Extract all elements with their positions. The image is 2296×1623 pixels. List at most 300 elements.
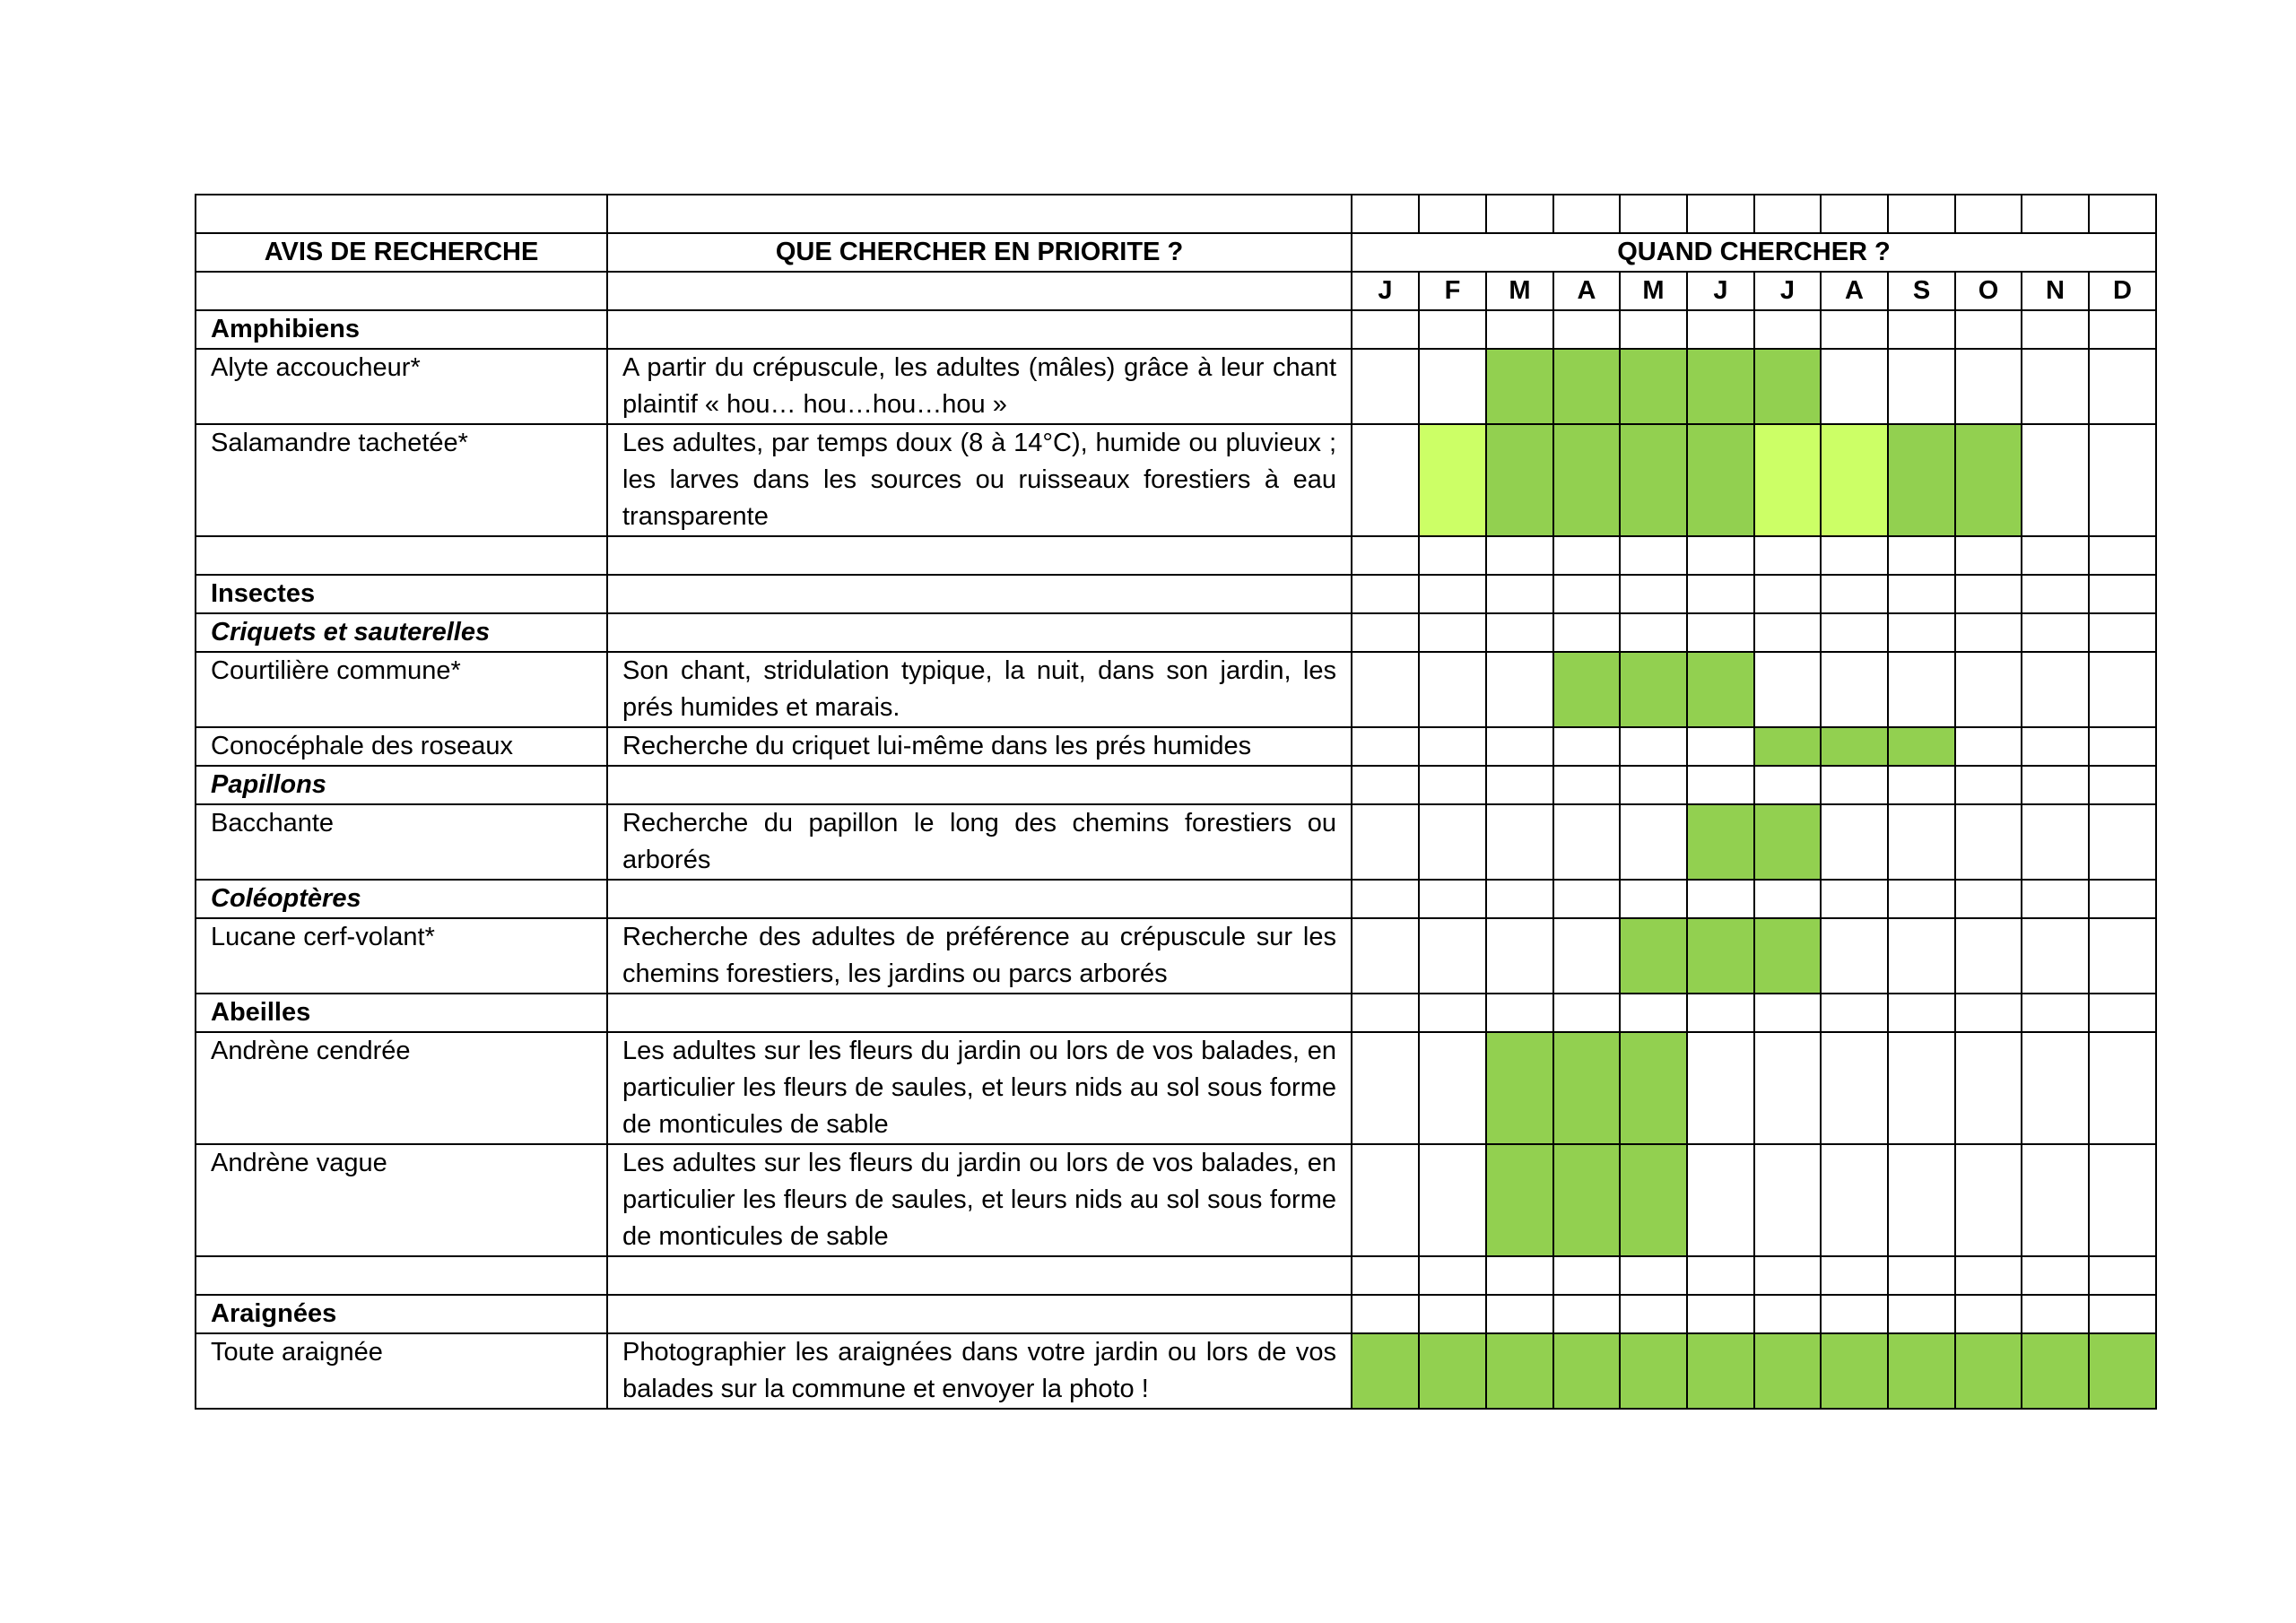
month-cell bbox=[1821, 918, 1888, 994]
month-cell-main-period bbox=[1888, 1333, 1955, 1409]
month-cell bbox=[1955, 575, 2022, 613]
month-cell bbox=[1553, 613, 1620, 652]
month-cell-secondary-period bbox=[1419, 424, 1486, 536]
month-cell bbox=[2022, 349, 2089, 424]
month-cell bbox=[1754, 536, 1821, 575]
month-cell bbox=[1821, 804, 1888, 880]
empty-cell bbox=[607, 575, 1352, 613]
empty-cell bbox=[607, 536, 1352, 575]
month-cell bbox=[1955, 766, 2022, 804]
month-cell bbox=[2089, 349, 2156, 424]
month-cell bbox=[1687, 994, 1754, 1032]
month-cell bbox=[2089, 1032, 2156, 1144]
month-cell bbox=[1955, 994, 2022, 1032]
month-cell bbox=[1486, 1256, 1553, 1295]
species-row bbox=[196, 424, 2156, 536]
species-description: A partir du crépuscule, les adultes (mâles) grâce à leur chant plaintif « hou… hou…hou…hou » bbox=[607, 349, 1352, 424]
month-cell bbox=[1620, 766, 1687, 804]
month-cell bbox=[1754, 1144, 1821, 1256]
species-description: Les adultes, par temps doux (8 à 14°C), humide ou pluvieux ; les larves dans les sources ou ruisseaux forestiers à eau transparente bbox=[607, 424, 1352, 536]
month-header: J bbox=[1687, 272, 1754, 310]
month-cell bbox=[1486, 727, 1553, 766]
species-row bbox=[196, 652, 2156, 727]
month-cell bbox=[1888, 918, 1955, 994]
month-cell bbox=[1888, 652, 1955, 727]
month-cell bbox=[1486, 310, 1553, 349]
month-cell bbox=[1620, 1256, 1687, 1295]
month-cell bbox=[1754, 310, 1821, 349]
month-cell-main-period bbox=[1620, 1333, 1687, 1409]
month-cell bbox=[1955, 652, 2022, 727]
month-cell bbox=[1419, 613, 1486, 652]
month-cell bbox=[1553, 918, 1620, 994]
month-cell-main-period bbox=[1553, 349, 1620, 424]
month-cell bbox=[2089, 880, 2156, 918]
month-cell-main-period bbox=[1955, 424, 2022, 536]
blank-row bbox=[196, 195, 2156, 233]
month-cell bbox=[1687, 880, 1754, 918]
subcategory-label: Coléoptères bbox=[196, 880, 607, 918]
month-cell bbox=[2022, 1256, 2089, 1295]
month-header: M bbox=[1620, 272, 1687, 310]
month-header: M bbox=[1486, 272, 1553, 310]
month-cell bbox=[1888, 766, 1955, 804]
month-cell bbox=[1419, 652, 1486, 727]
month-cell bbox=[1955, 918, 2022, 994]
month-cell bbox=[1687, 310, 1754, 349]
month-cell bbox=[1352, 1256, 1419, 1295]
month-cell-main-period bbox=[1620, 1144, 1687, 1256]
month-cell bbox=[1687, 1032, 1754, 1144]
month-cell bbox=[1352, 575, 1419, 613]
month-cell bbox=[1754, 766, 1821, 804]
species-row bbox=[196, 918, 2156, 994]
month-cell bbox=[1419, 766, 1486, 804]
month-cell bbox=[1687, 727, 1754, 766]
month-cell-main-period bbox=[1888, 424, 1955, 536]
month-cell-main-period bbox=[1687, 918, 1754, 994]
month-cell bbox=[1821, 195, 1888, 233]
month-cell bbox=[1419, 1032, 1486, 1144]
month-cell bbox=[1553, 195, 1620, 233]
month-cell bbox=[1486, 804, 1553, 880]
category-label: Insectes bbox=[196, 575, 607, 613]
species-header: AVIS DE RECHERCHE bbox=[196, 233, 607, 272]
month-cell bbox=[1888, 1144, 1955, 1256]
month-header: A bbox=[1821, 272, 1888, 310]
species-row bbox=[196, 1333, 2156, 1409]
month-cell bbox=[2089, 424, 2156, 536]
month-cell-main-period bbox=[1754, 727, 1821, 766]
empty-cell bbox=[607, 613, 1352, 652]
month-cell bbox=[1419, 918, 1486, 994]
month-cell bbox=[2089, 652, 2156, 727]
month-cell bbox=[1486, 575, 1553, 613]
month-cell bbox=[1888, 994, 1955, 1032]
month-cell bbox=[2022, 195, 2089, 233]
month-cell-main-period bbox=[1486, 349, 1553, 424]
species-row bbox=[196, 804, 2156, 880]
species-description: Recherche du criquet lui-même dans les prés humides bbox=[607, 727, 1352, 766]
month-cell bbox=[1352, 652, 1419, 727]
month-cell bbox=[1955, 1256, 2022, 1295]
month-cell bbox=[1754, 1295, 1821, 1333]
month-cell bbox=[2022, 613, 2089, 652]
month-cell bbox=[1352, 880, 1419, 918]
month-cell bbox=[1821, 880, 1888, 918]
month-cell bbox=[2089, 1144, 2156, 1256]
month-cell bbox=[1486, 195, 1553, 233]
species-row bbox=[196, 1032, 2156, 1144]
month-cell-main-period bbox=[1486, 1032, 1553, 1144]
month-cell-main-period bbox=[1888, 727, 1955, 766]
month-cell-main-period bbox=[1754, 804, 1821, 880]
month-cell bbox=[1486, 1295, 1553, 1333]
month-cell bbox=[2022, 994, 2089, 1032]
month-cell bbox=[1687, 1256, 1754, 1295]
species-description: Photographier les araignées dans votre jardin ou lors de vos balades sur la commune et envoyer la photo ! bbox=[607, 1333, 1352, 1409]
month-cell-main-period bbox=[1553, 652, 1620, 727]
month-cell bbox=[2022, 310, 2089, 349]
species-name: Andrène cendrée bbox=[196, 1032, 607, 1144]
month-cell-main-period bbox=[1419, 1333, 1486, 1409]
header-row bbox=[196, 233, 2156, 272]
month-cell bbox=[1821, 652, 1888, 727]
month-cell bbox=[2022, 918, 2089, 994]
month-cell bbox=[2022, 1295, 2089, 1333]
month-cell bbox=[1821, 1144, 1888, 1256]
month-cell bbox=[2089, 195, 2156, 233]
month-header: A bbox=[1553, 272, 1620, 310]
month-cell bbox=[1754, 652, 1821, 727]
species-name: Salamandre tachetée* bbox=[196, 424, 607, 536]
month-cell bbox=[1352, 349, 1419, 424]
month-cell bbox=[1419, 994, 1486, 1032]
month-cell bbox=[1419, 310, 1486, 349]
month-cell bbox=[2022, 1144, 2089, 1256]
month-cell bbox=[1553, 310, 1620, 349]
subcategory-row bbox=[196, 880, 2156, 918]
month-cell bbox=[1352, 310, 1419, 349]
month-cell bbox=[1419, 727, 1486, 766]
empty-cell bbox=[607, 1295, 1352, 1333]
month-cell bbox=[2022, 766, 2089, 804]
month-cell bbox=[1754, 994, 1821, 1032]
month-cell bbox=[1888, 1295, 1955, 1333]
month-cell bbox=[2022, 880, 2089, 918]
species-name: Andrène vague bbox=[196, 1144, 607, 1256]
month-cell bbox=[1955, 727, 2022, 766]
species-name: Courtilière commune* bbox=[196, 652, 607, 727]
month-cell bbox=[2022, 652, 2089, 727]
month-cell bbox=[1352, 994, 1419, 1032]
month-cell bbox=[2089, 1295, 2156, 1333]
month-cell bbox=[1553, 1256, 1620, 1295]
category-label: Amphibiens bbox=[196, 310, 607, 349]
month-cell bbox=[2089, 1256, 2156, 1295]
month-cell bbox=[1821, 766, 1888, 804]
month-cell-main-period bbox=[1620, 1032, 1687, 1144]
empty-cell bbox=[607, 1256, 1352, 1295]
month-cell bbox=[1553, 994, 1620, 1032]
empty-cell bbox=[607, 766, 1352, 804]
month-cell bbox=[1754, 1256, 1821, 1295]
month-cell bbox=[1419, 1256, 1486, 1295]
species-name: Toute araignée bbox=[196, 1333, 607, 1409]
month-header: J bbox=[1352, 272, 1419, 310]
month-cell bbox=[1754, 195, 1821, 233]
month-cell bbox=[1955, 1144, 2022, 1256]
month-cell-main-period bbox=[1754, 918, 1821, 994]
month-cell bbox=[2022, 575, 2089, 613]
month-cell bbox=[1888, 880, 1955, 918]
subcategory-label: Criquets et sauterelles bbox=[196, 613, 607, 652]
month-cell-main-period bbox=[1821, 727, 1888, 766]
species-name: Lucane cerf-volant* bbox=[196, 918, 607, 994]
month-cell bbox=[1419, 195, 1486, 233]
month-cell bbox=[1687, 195, 1754, 233]
empty-cell bbox=[196, 195, 607, 233]
month-cell bbox=[1754, 880, 1821, 918]
month-cell bbox=[1821, 1256, 1888, 1295]
subcategory-row bbox=[196, 766, 2156, 804]
month-header: N bbox=[2022, 272, 2089, 310]
species-name: Conocéphale des roseaux bbox=[196, 727, 607, 766]
month-cell bbox=[1754, 1032, 1821, 1144]
category-row bbox=[196, 1295, 2156, 1333]
month-cell bbox=[1955, 613, 2022, 652]
month-cell bbox=[1352, 613, 1419, 652]
month-cell bbox=[1687, 1295, 1754, 1333]
species-name: Bacchante bbox=[196, 804, 607, 880]
month-cell bbox=[1821, 1032, 1888, 1144]
month-cell bbox=[1821, 349, 1888, 424]
month-cell bbox=[1553, 880, 1620, 918]
search-calendar-table bbox=[195, 194, 2157, 1410]
month-cell bbox=[1955, 310, 2022, 349]
month-cell bbox=[1955, 195, 2022, 233]
species-description: Recherche des adultes de préférence au crépuscule sur les chemins forestiers, les jardins ou parcs arborés bbox=[607, 918, 1352, 994]
month-cell-main-period bbox=[1486, 1333, 1553, 1409]
empty-cell bbox=[607, 310, 1352, 349]
species-row bbox=[196, 727, 2156, 766]
month-cell-secondary-period bbox=[1821, 424, 1888, 536]
month-cell bbox=[1553, 766, 1620, 804]
month-cell bbox=[1955, 1032, 2022, 1144]
month-cell-main-period bbox=[1553, 424, 1620, 536]
month-cell bbox=[1888, 536, 1955, 575]
month-cell-secondary-period bbox=[1754, 424, 1821, 536]
month-cell-main-period bbox=[1687, 349, 1754, 424]
empty-cell bbox=[196, 272, 607, 310]
month-cell bbox=[2022, 1032, 2089, 1144]
month-cell bbox=[2089, 310, 2156, 349]
month-cell bbox=[1620, 727, 1687, 766]
empty-cell bbox=[196, 536, 607, 575]
month-cell bbox=[1955, 1295, 2022, 1333]
month-cell bbox=[1620, 195, 1687, 233]
category-row bbox=[196, 575, 2156, 613]
blank-row bbox=[196, 1256, 2156, 1295]
month-cell bbox=[1486, 652, 1553, 727]
month-cell bbox=[2022, 727, 2089, 766]
month-cell bbox=[1620, 613, 1687, 652]
month-cell bbox=[1553, 536, 1620, 575]
month-cell bbox=[1620, 575, 1687, 613]
empty-cell bbox=[607, 272, 1352, 310]
month-cell bbox=[1620, 536, 1687, 575]
month-cell bbox=[1352, 424, 1419, 536]
month-cell bbox=[1419, 1144, 1486, 1256]
subcategory-label: Papillons bbox=[196, 766, 607, 804]
category-row bbox=[196, 994, 2156, 1032]
month-header: F bbox=[1419, 272, 1486, 310]
month-header: J bbox=[1754, 272, 1821, 310]
months-row bbox=[196, 272, 2156, 310]
month-cell bbox=[1888, 1032, 1955, 1144]
month-cell bbox=[2089, 575, 2156, 613]
month-cell-main-period bbox=[1620, 918, 1687, 994]
month-cell bbox=[1888, 804, 1955, 880]
month-cell bbox=[1352, 918, 1419, 994]
month-cell bbox=[1955, 804, 2022, 880]
month-cell bbox=[1888, 195, 1955, 233]
month-cell bbox=[1352, 727, 1419, 766]
month-cell bbox=[1419, 880, 1486, 918]
month-cell bbox=[2089, 536, 2156, 575]
month-cell bbox=[1620, 880, 1687, 918]
month-cell-main-period bbox=[1687, 804, 1754, 880]
species-description: Les adultes sur les fleurs du jardin ou lors de vos balades, en particulier les fleurs de saules, et leurs nids au sol sous forme de monticules de sable bbox=[607, 1032, 1352, 1144]
month-cell bbox=[2022, 804, 2089, 880]
month-cell bbox=[1955, 880, 2022, 918]
month-cell-main-period bbox=[1687, 424, 1754, 536]
month-cell bbox=[1754, 613, 1821, 652]
month-cell bbox=[1486, 766, 1553, 804]
month-cell-main-period bbox=[2089, 1333, 2156, 1409]
month-cell-main-period bbox=[1553, 1032, 1620, 1144]
month-cell bbox=[1419, 349, 1486, 424]
month-cell bbox=[1821, 613, 1888, 652]
species-description: Les adultes sur les fleurs du jardin ou lors de vos balades, en particulier les fleurs de saules, et leurs nids au sol sous forme de monticules de sable bbox=[607, 1144, 1352, 1256]
month-cell bbox=[1486, 536, 1553, 575]
month-cell-main-period bbox=[1553, 1144, 1620, 1256]
month-cell bbox=[1687, 575, 1754, 613]
month-cell bbox=[1821, 310, 1888, 349]
month-cell-main-period bbox=[1687, 1333, 1754, 1409]
month-cell bbox=[1352, 804, 1419, 880]
month-cell-main-period bbox=[2022, 1333, 2089, 1409]
what-header: QUE CHERCHER EN PRIORITE ? bbox=[607, 233, 1352, 272]
month-cell-main-period bbox=[1486, 1144, 1553, 1256]
month-cell-main-period bbox=[1620, 652, 1687, 727]
month-header: D bbox=[2089, 272, 2156, 310]
month-cell bbox=[2089, 727, 2156, 766]
month-cell bbox=[1821, 575, 1888, 613]
month-cell bbox=[1352, 1144, 1419, 1256]
month-cell bbox=[1888, 349, 1955, 424]
month-cell bbox=[1687, 1144, 1754, 1256]
month-cell bbox=[2089, 613, 2156, 652]
month-cell bbox=[1955, 349, 2022, 424]
month-cell bbox=[1553, 727, 1620, 766]
month-cell bbox=[1821, 1295, 1888, 1333]
month-cell bbox=[1419, 804, 1486, 880]
month-cell bbox=[1419, 575, 1486, 613]
species-row bbox=[196, 1144, 2156, 1256]
month-cell bbox=[1687, 613, 1754, 652]
month-cell bbox=[1352, 536, 1419, 575]
month-cell bbox=[2089, 804, 2156, 880]
species-name: Alyte accoucheur* bbox=[196, 349, 607, 424]
month-cell bbox=[1620, 310, 1687, 349]
species-description: Recherche du papillon le long des chemins forestiers ou arborés bbox=[607, 804, 1352, 880]
month-cell bbox=[2089, 918, 2156, 994]
month-cell bbox=[1486, 918, 1553, 994]
month-cell bbox=[1553, 575, 1620, 613]
month-cell-main-period bbox=[1486, 424, 1553, 536]
month-cell bbox=[1486, 880, 1553, 918]
when-header: QUAND CHERCHER ? bbox=[1352, 233, 2156, 272]
category-row bbox=[196, 310, 2156, 349]
month-cell bbox=[1955, 536, 2022, 575]
month-cell bbox=[1754, 575, 1821, 613]
month-cell bbox=[1620, 994, 1687, 1032]
month-cell bbox=[1888, 310, 1955, 349]
month-cell bbox=[1620, 1295, 1687, 1333]
species-row bbox=[196, 349, 2156, 424]
category-label: Araignées bbox=[196, 1295, 607, 1333]
month-header: O bbox=[1955, 272, 2022, 310]
month-cell bbox=[1620, 804, 1687, 880]
species-description: Son chant, stridulation typique, la nuit, dans son jardin, les prés humides et marais. bbox=[607, 652, 1352, 727]
month-cell bbox=[1352, 1295, 1419, 1333]
month-cell bbox=[1553, 1295, 1620, 1333]
category-label: Abeilles bbox=[196, 994, 607, 1032]
month-cell bbox=[2089, 766, 2156, 804]
month-cell-main-period bbox=[1620, 349, 1687, 424]
month-cell-main-period bbox=[1620, 424, 1687, 536]
month-header: S bbox=[1888, 272, 1955, 310]
month-cell bbox=[1486, 613, 1553, 652]
month-cell bbox=[1352, 766, 1419, 804]
empty-cell bbox=[607, 880, 1352, 918]
month-cell-main-period bbox=[1754, 1333, 1821, 1409]
month-cell bbox=[1687, 766, 1754, 804]
month-cell bbox=[1419, 536, 1486, 575]
month-cell bbox=[1687, 536, 1754, 575]
month-cell-main-period bbox=[1687, 652, 1754, 727]
month-cell-main-period bbox=[1754, 349, 1821, 424]
subcategory-row bbox=[196, 613, 2156, 652]
month-cell bbox=[2022, 536, 2089, 575]
month-cell bbox=[1486, 994, 1553, 1032]
month-cell bbox=[2089, 994, 2156, 1032]
month-cell-main-period bbox=[1352, 1333, 1419, 1409]
month-cell bbox=[1888, 1256, 1955, 1295]
month-cell-main-period bbox=[1821, 1333, 1888, 1409]
empty-cell bbox=[607, 994, 1352, 1032]
empty-cell bbox=[607, 195, 1352, 233]
blank-row bbox=[196, 536, 2156, 575]
month-cell bbox=[1888, 575, 1955, 613]
month-cell-main-period bbox=[1955, 1333, 2022, 1409]
month-cell bbox=[1352, 1032, 1419, 1144]
month-cell bbox=[1821, 994, 1888, 1032]
month-cell bbox=[1888, 613, 1955, 652]
month-cell bbox=[2022, 424, 2089, 536]
month-cell bbox=[1821, 536, 1888, 575]
